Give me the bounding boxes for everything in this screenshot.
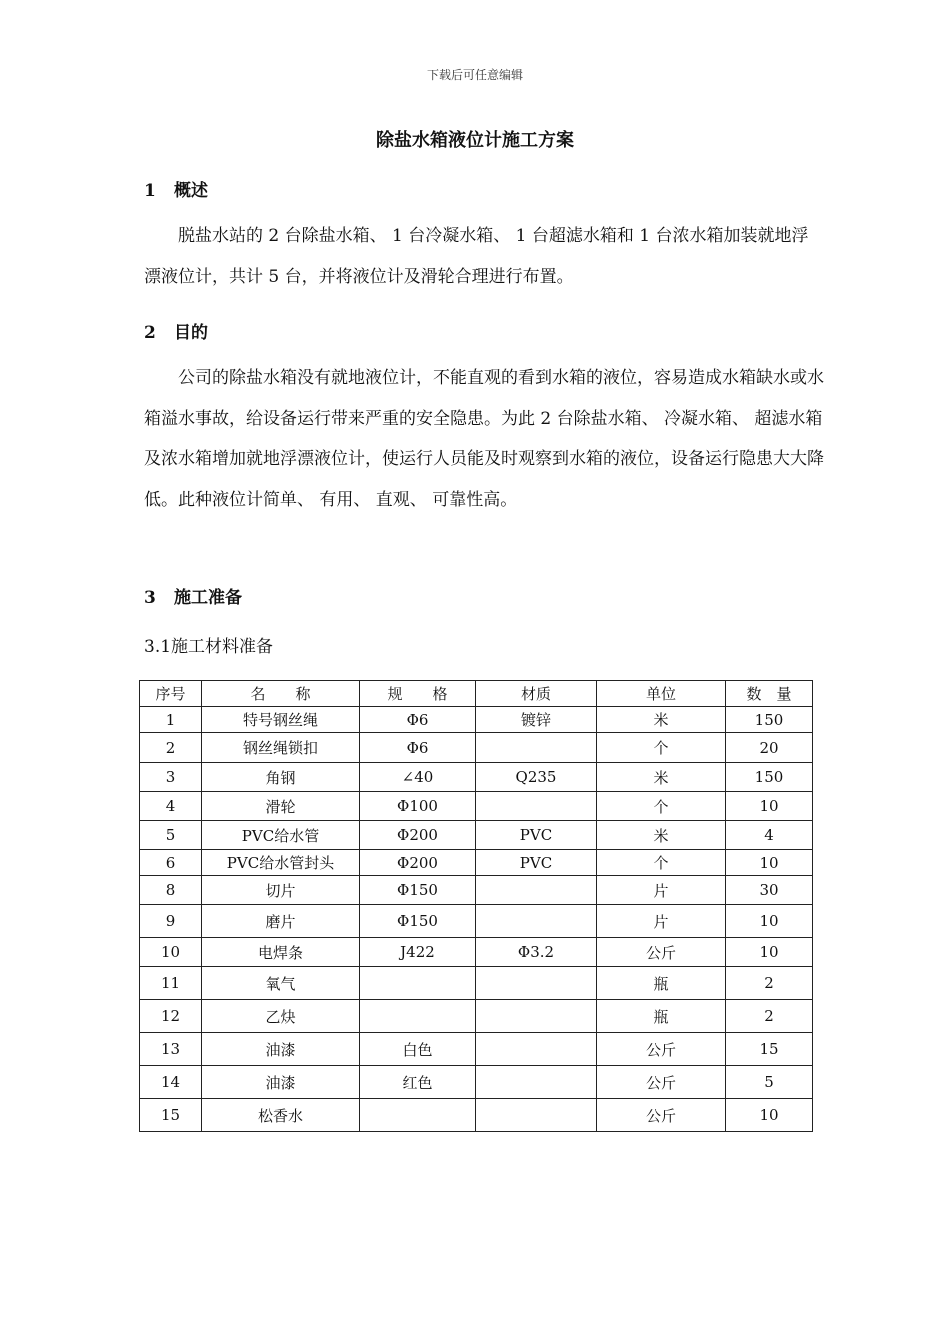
cell-name: 电焊条 [202,938,360,967]
cell-unit: 瓶 [597,1000,726,1033]
section-number: 3 [144,588,156,608]
cell-name: 特号钢丝绳 [202,707,360,733]
cell-unit: 米 [597,821,726,850]
cell-unit: 公斤 [597,1033,726,1066]
cell-index: 11 [140,967,202,1000]
cell-spec: Φ200 [360,850,476,876]
cell-name: 油漆 [202,1033,360,1066]
cell-material: PVC [476,821,597,850]
cell-unit: 片 [597,876,726,905]
table-row [140,1000,813,1033]
cell-quantity: 10 [726,938,813,967]
cell-quantity: 2 [726,967,813,1000]
cell-quantity: 30 [726,876,813,905]
cell-index: 10 [140,938,202,967]
cell-material [476,1000,597,1033]
cell-name: 切片 [202,876,360,905]
table-row [140,876,813,905]
cell-quantity: 150 [726,707,813,733]
cell-index: 14 [140,1066,202,1099]
cell-material [476,876,597,905]
cell-quantity: 150 [726,763,813,792]
cell-quantity: 10 [726,1099,813,1132]
cell-spec: J422 [360,938,476,967]
cell-index: 15 [140,1099,202,1132]
document-title: 除盐水箱液位计施工方案 [376,130,574,151]
section-title: 概述 [174,181,208,201]
cell-name: 钢丝绳锁扣 [202,733,360,763]
cell-quantity: 10 [726,905,813,938]
header-index: 序号 [140,681,202,707]
table-row [140,967,813,1000]
cell-spec: Φ150 [360,876,476,905]
section-paragraph-1: 脱盐水站的 2 台除盐水箱、 1 台冷凝水箱、 1 台超滤水箱和 1 台浓水箱加装就地浮漂液位计，共计 5 台，并将液位计及滑轮合理进行布置。 [144,226,809,287]
cell-spec: 红色 [360,1066,476,1099]
cell-name: PVC给水管封头 [202,850,360,876]
cell-spec [360,1000,476,1033]
cell-name: 松香水 [202,1099,360,1132]
cell-unit: 个 [597,733,726,763]
table-row [140,707,813,733]
cell-material: 镀锌 [476,707,597,733]
cell-name: 角钢 [202,763,360,792]
cell-unit: 片 [597,905,726,938]
table-row [140,1099,813,1132]
cell-index: 8 [140,876,202,905]
section-heading-3 [144,583,242,608]
cell-material: Φ3.2 [476,938,597,967]
table-row [140,905,813,938]
cell-spec: Φ6 [360,707,476,733]
cell-index: 5 [140,821,202,850]
cell-unit: 米 [597,763,726,792]
section-title: 施工准备 [174,588,242,608]
header-note: 下载后可任意编辑 [426,68,523,82]
cell-unit: 瓶 [597,967,726,1000]
cell-material [476,905,597,938]
cell-material: PVC [476,850,597,876]
cell-quantity: 15 [726,1033,813,1066]
cell-spec [360,1099,476,1132]
cell-unit: 米 [597,707,726,733]
cell-quantity: 10 [726,850,813,876]
cell-spec: Φ150 [360,905,476,938]
cell-unit: 公斤 [597,1066,726,1099]
cell-quantity: 10 [726,792,813,821]
table-row [140,938,813,967]
section-heading-1 [144,176,208,201]
cell-index: 12 [140,1000,202,1033]
cell-material [476,1033,597,1066]
subsection-heading: 3.1施工材料准备 [144,637,274,657]
header-unit: 单位 [597,681,726,707]
cell-index: 1 [140,707,202,733]
cell-index: 6 [140,850,202,876]
cell-index: 9 [140,905,202,938]
table-header-row [140,681,813,707]
cell-material [476,733,597,763]
header-quantity: 数 量 [726,681,813,707]
cell-index: 13 [140,1033,202,1066]
header-material: 材质 [476,681,597,707]
cell-unit: 公斤 [597,938,726,967]
cell-quantity: 4 [726,821,813,850]
section-number: 2 [144,323,156,343]
cell-spec: Φ100 [360,792,476,821]
table-row [140,763,813,792]
cell-spec [360,967,476,1000]
cell-material [476,1099,597,1132]
cell-name: 氧气 [202,967,360,1000]
cell-index: 4 [140,792,202,821]
section-number: 1 [144,181,156,201]
cell-material [476,792,597,821]
cell-spec: ∠40 [360,763,476,792]
cell-quantity: 5 [726,1066,813,1099]
section-title: 目的 [174,323,208,343]
table-row [140,792,813,821]
cell-index: 3 [140,763,202,792]
table-row [140,821,813,850]
table-row [140,850,813,876]
materials-table [139,680,813,1132]
cell-unit: 个 [597,792,726,821]
cell-name: 磨片 [202,905,360,938]
cell-spec: 白色 [360,1033,476,1066]
cell-name: 乙炔 [202,1000,360,1033]
cell-quantity: 20 [726,733,813,763]
header-spec: 规 格 [360,681,476,707]
cell-name: 滑轮 [202,792,360,821]
cell-unit: 公斤 [597,1099,726,1132]
cell-spec: Φ200 [360,821,476,850]
cell-quantity: 2 [726,1000,813,1033]
cell-material: Q235 [476,763,597,792]
section-paragraph-2: 公司的除盐水箱没有就地液位计，不能直观的看到水箱的液位，容易造成水箱缺水或水箱溢水事故，给设备运行带来严重的安全隐患。为此 2 台除盐水箱、 冷凝水箱、 超滤水箱及浓水箱增加就地浮漂液位计，使运行人员能及时观察到水箱的液位，设备运行隐患大大降低。此种液位计简单、 有用、 直观、 可靠性高。 [144,368,824,510]
table-row [140,1066,813,1099]
table-row [140,733,813,763]
table-row [140,1033,813,1066]
cell-material [476,1066,597,1099]
section-heading-2 [144,318,208,343]
header-name: 名 称 [202,681,360,707]
cell-spec: Φ6 [360,733,476,763]
cell-material [476,967,597,1000]
cell-name: 油漆 [202,1066,360,1099]
cell-unit: 个 [597,850,726,876]
cell-index: 2 [140,733,202,763]
cell-name: PVC给水管 [202,821,360,850]
